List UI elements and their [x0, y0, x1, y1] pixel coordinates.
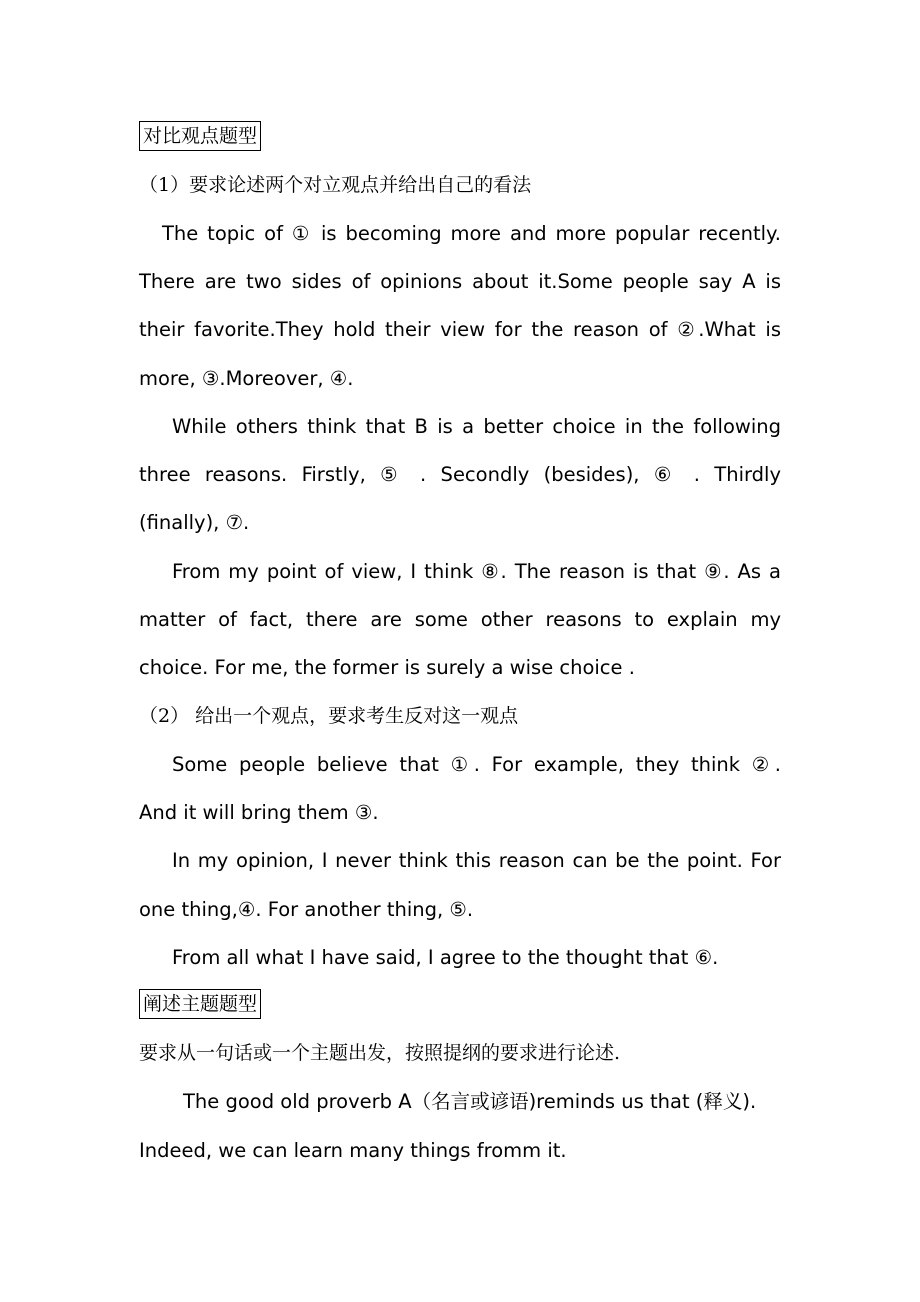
subsection-label-2: （2） 给出一个观点，要求考生反对这一观点: [139, 705, 519, 727]
paragraph-line: more, ③.Moreover, ④.: [139, 367, 354, 390]
section-intro: 要求从一句话或一个主题出发，按照提纲的要求进行论述.: [139, 1042, 621, 1064]
paragraph-line: choice. For me, the former is surely a wise choice .: [139, 656, 635, 679]
paragraph-line: There are two sides of opinions about it.Some people say A is: [139, 270, 781, 293]
paragraph-line: three reasons. Firstly, ⑤ . Secondly (besides), ⑥ . Thirdly: [139, 463, 781, 486]
paragraph-line: (finally), ⑦.: [139, 511, 250, 534]
paragraph-line: one thing,④. For another thing, ⑤.: [139, 898, 474, 921]
paragraph-line: Some people believe that ①. For example, they think ②.: [172, 753, 781, 776]
paragraph-line: The topic of ① is becoming more and more popular recently.: [162, 222, 781, 245]
subsection-label-1: （1）要求论述两个对立观点并给出自己的看法: [139, 174, 532, 196]
section-heading-contrast-views: 对比观点题型: [139, 121, 261, 151]
paragraph-line: From all what I have said, I agree to the thought that ⑥.: [172, 946, 719, 969]
paragraph-line: The good old proverb A（名言或谚语)reminds us that (释义).: [183, 1090, 757, 1113]
section-heading-theme: 阐述主题题型: [139, 989, 261, 1019]
paragraph-line: In my opinion, I never think this reason can be the point. For: [172, 849, 781, 872]
paragraph-line: While others think that B is a better choice in the following: [172, 415, 781, 438]
paragraph-line: From my point of view, I think ⑧. The reason is that ⑨. As a: [172, 560, 781, 583]
paragraph-line: And it will bring them ③.: [139, 801, 379, 824]
paragraph-line: matter of fact, there are some other reasons to explain my: [139, 608, 781, 631]
paragraph-line: their favorite.They hold their view for the reason of ②.What is: [139, 318, 781, 341]
paragraph-line: Indeed, we can learn many things fromm it.: [139, 1139, 567, 1162]
